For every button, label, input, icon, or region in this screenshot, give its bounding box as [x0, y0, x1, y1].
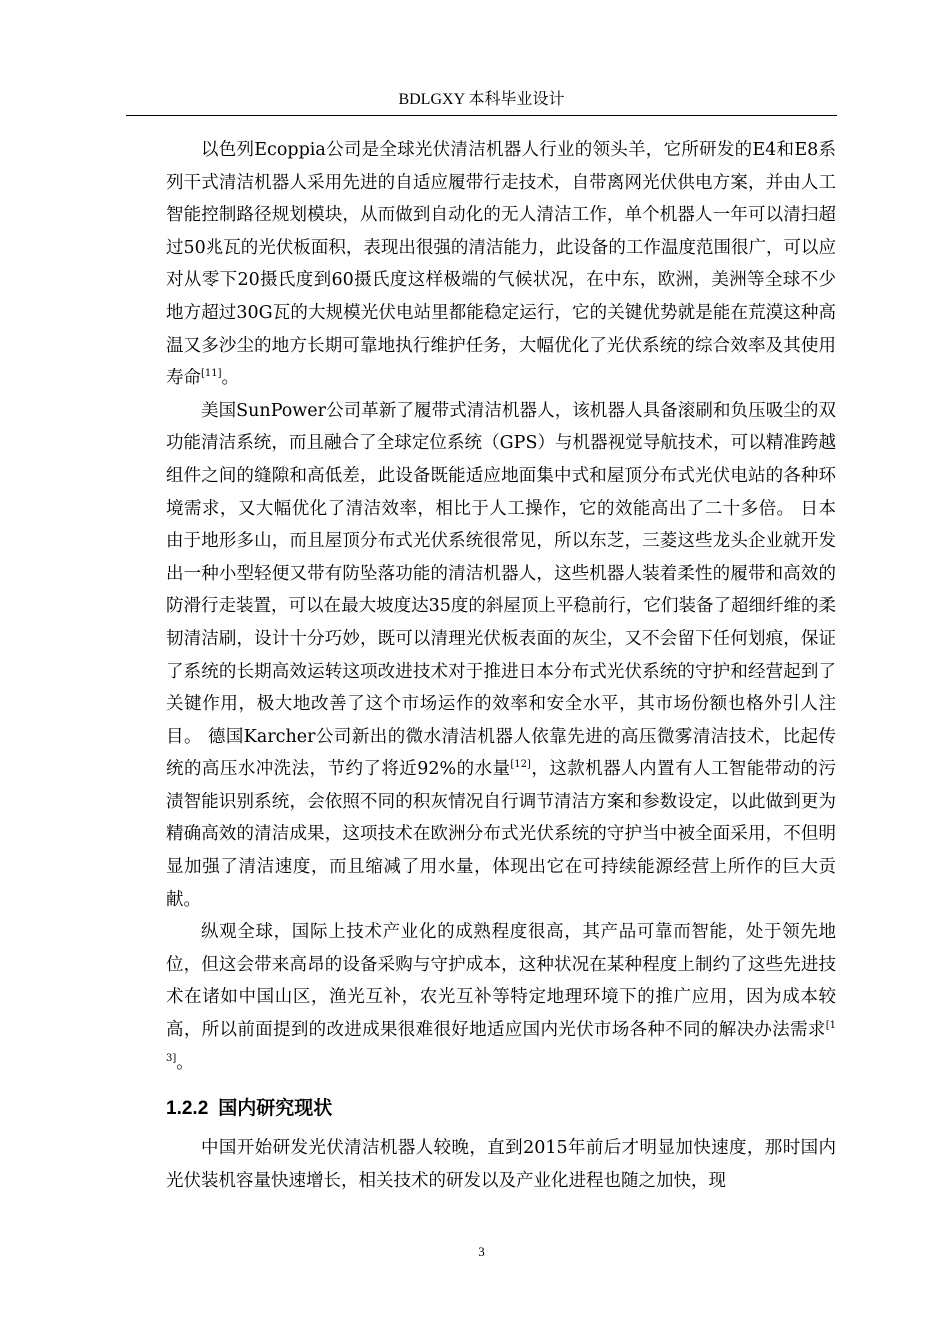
paragraph-text: 纵观全球，国际上技术产业化的成熟程度很高，其产品可靠而智能，处于领先地位，但这会带来高昂的设备采购与守护成本，这种状况在某种程度上制约了这些先进技术在诸如中国山区，渔光互补，农光互补等特定地理环境下的推广应用，因为成本较高，所以前面提到的改进成果很难很好地适应国内光伏市场各种不同的解决办法需求 [166, 922, 836, 1041]
paragraph-ecoppia [166, 134, 836, 395]
paragraph-domestic [166, 1132, 836, 1197]
paragraph-sunpower [166, 395, 836, 917]
section-title: 国内研究现状 [218, 1097, 333, 1120]
page-number: 3 [478, 1244, 485, 1259]
paragraph-global-overview [166, 916, 836, 1079]
paragraph-tail: 。 [176, 1052, 194, 1073]
citation-ref: [11] [201, 368, 222, 380]
page-header: BDLGXY 本科毕业设计 [398, 91, 565, 108]
paragraph-tail: 。 [221, 368, 240, 389]
paragraph-text: 中国开始研发光伏清洁机器人较晚，直到2015年前后才明显加快速度，那时国内光伏装机容量快速增长，相关技术的研发以及产业化进程也随之加快，现 [166, 1138, 836, 1191]
section-number: 1.2.2 [166, 1098, 209, 1120]
document-body [166, 134, 836, 1197]
section-heading [166, 1093, 836, 1124]
paragraph-tail: ，这款机器人内置有人工智能带动的污渍智能识别系统，会依照不同的积灰情况自行调节清洁方案和参数设定，以此做到更为精确高效的清洁成果，这项技术在欧洲分布式光伏系统的守护当中被全面采用，不但明显加强了清洁速度，而且缩减了用水量，体现出它在可持续能源经营上所作的巨大贡献。 [166, 759, 836, 910]
header-divider [126, 115, 837, 116]
citation-ref: [12] [510, 759, 531, 771]
citation-ref: [13] [166, 1020, 836, 1064]
paragraph-text: 美国SunPower公司革新了履带式清洁机器人，该机器人具备滚刷和负压吸尘的双功能清洁系统，而且融合了全球定位系统（GPS）与机器视觉导航技术，可以精准跨越组件之间的缝隙和高低差，此设备既能适应地面集中式和屋顶分布式光伏电站的各种环境需求，又大幅优化了清洁效率，相比于人工操作，它的效能高出了二十多倍。 日本由于地形多山，而且屋顶分布式光伏系统很常见，所以东芝，三菱这些龙头企业就开发出一种小型轻便又带有防坠落功能的清洁机器人，这些机器人装着柔性的履带和高效的防滑行走装置，可以在最大坡度达35度的斜屋顶上平稳前行，它们装备了超细纤维的柔韧清洁刷，设计十分巧妙，既可以清理光伏板表面的灰尘，又不会留下任何划痕，保证了系统的长期高效运转这项改进技术对于推进日本分布式光伏系统的守护和经营起到了关键作用，极大地改善了这个市场运作的效率和安全水平，其市场份额也格外引人注目。 德国Karcher公司新出的微水清洁机器人依靠先进的高压微雾清洁技术，比起传统的高压水冲洗法，节约了将近92%的水量 [166, 400, 836, 780]
paragraph-text: 以色列Ecoppia公司是全球光伏清洁机器人行业的领头羊，它所研发的E4和E8系列干式清洁机器人采用先进的自适应履带行走技术，自带离网光伏供电方案，并由人工智能控制路径规划模块，从而做到自动化的无人清洁工作，单个机器人一年可以清扫超过50兆瓦的光伏板面积，表现出很强的清洁能力，此设备的工作温度范围很广，可以应对从零下20摄氏度到60摄氏度这样极端的气候状况，在中东，欧洲，美洲等全球不少地方超过30G瓦的大规模光伏电站里都能稳定运行，它的关键优势就是能在荒漠这种高温又多沙尘的地方长期可靠地执行维护任务，大幅优化了光伏系统的综合效率及其使用寿命 [166, 140, 836, 389]
